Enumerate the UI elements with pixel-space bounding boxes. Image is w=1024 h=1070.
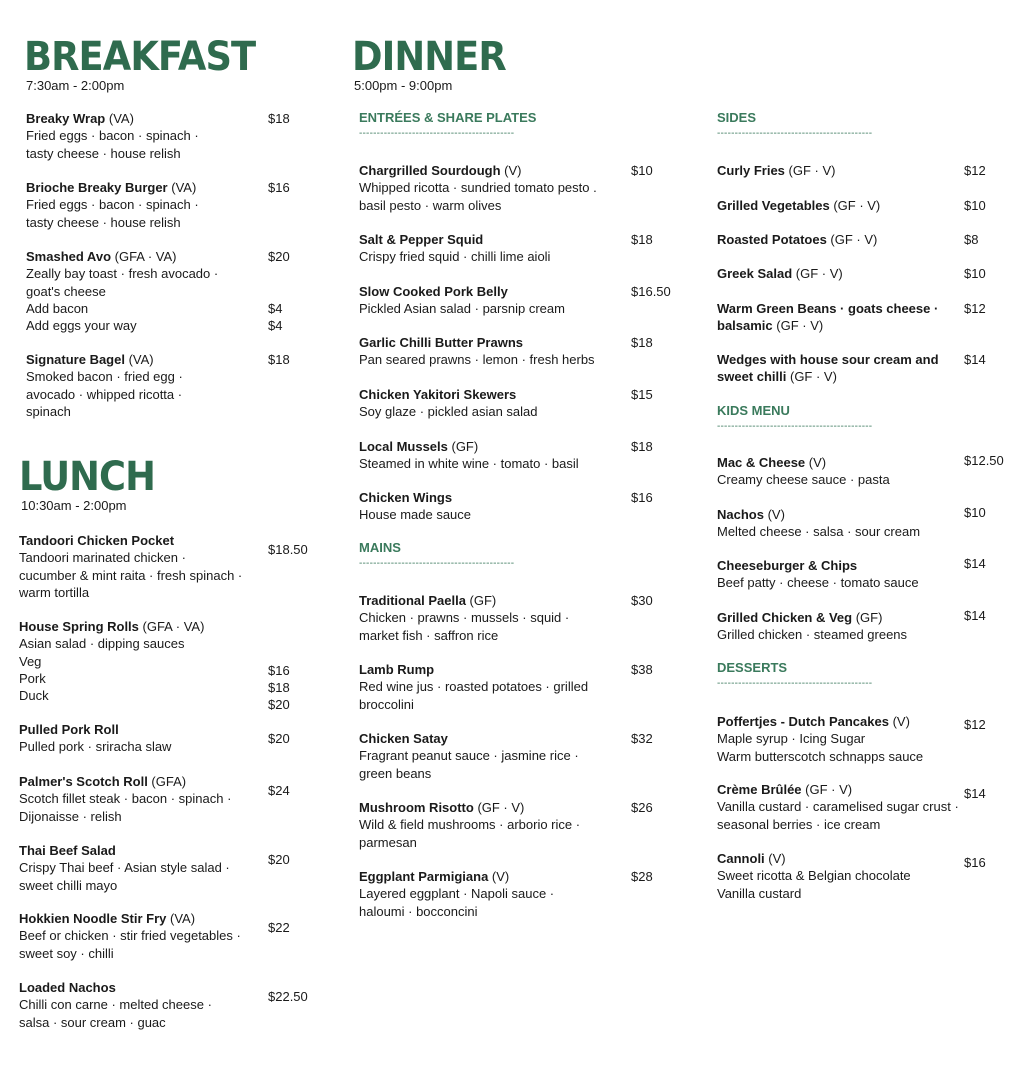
item-name: Smashed Avo	[26, 249, 112, 264]
item-dietary-tag: (GF · V)	[786, 369, 837, 385]
item-name: Tandoori Chicken Pocket	[19, 533, 175, 548]
category-heading: ENTRÉES & SHARE PLATES	[359, 110, 537, 125]
item-name: Warm Green Beans · goats cheese ·	[717, 301, 939, 316]
menu-item	[717, 781, 1024, 833]
item-description: avocado · whipped ricotta ·	[26, 386, 183, 402]
item-dietary-tag: (GF · V)	[473, 800, 525, 815]
category-heading: KIDS MENU	[717, 403, 790, 418]
category-divider: --------------------------------------------	[717, 422, 873, 432]
item-dietary-tag: (GF)	[852, 610, 883, 625]
item-name: Traditional Paella	[359, 593, 466, 608]
item-description: Soy glaze · pickled asian salad	[359, 404, 538, 420]
item-name: Chicken Yakitori Skewers	[359, 387, 517, 402]
item-description: market fish · saffron rice	[359, 627, 499, 643]
item-price: $38	[631, 662, 653, 677]
menu-item	[359, 386, 691, 421]
item-description: Asian salad · dipping sauces	[19, 636, 185, 652]
section-title: BREAKFAST	[24, 34, 256, 80]
item-description: sweet chilli mayo	[19, 877, 118, 893]
item-description: tasty cheese · house relish	[26, 145, 181, 161]
item-price: $14	[964, 352, 986, 367]
menu-item	[19, 910, 328, 962]
item-price: $16.50	[631, 284, 671, 299]
item-dietary-tag: (V)	[888, 714, 910, 729]
item-price: $18	[631, 232, 653, 247]
item-name: Crème Brûlée	[717, 782, 802, 797]
item-price: $14	[964, 786, 986, 801]
item-price: $20	[268, 731, 290, 746]
item-name: Eggplant Parmigiana	[359, 869, 489, 884]
menu-item	[359, 730, 691, 782]
item-price: $32	[631, 731, 653, 746]
section-hours: 10:30am - 2:00pm	[21, 498, 127, 513]
item-description: parmesan	[359, 834, 417, 850]
item-price: $12	[964, 163, 986, 178]
item-price: $10	[964, 198, 986, 213]
item-description: Zeally bay toast · fresh avocado ·	[26, 266, 219, 282]
item-description: salsa · sour cream · guac	[19, 1014, 166, 1030]
item-dietary-tag: (GF · V)	[784, 163, 836, 178]
item-price: $16	[631, 490, 653, 505]
menu-item	[359, 661, 691, 713]
menu-item	[359, 592, 691, 644]
item-description: Melted cheese · salsa · sour cream	[717, 524, 921, 540]
item-name: Greek Salad	[717, 266, 793, 281]
item-name: Brioche Breaky Burger	[26, 180, 168, 195]
item-description: cucumber & mint raita · fresh spinach ·	[19, 567, 243, 583]
item-name: Nachos	[717, 507, 764, 522]
item-name: Curly Fries	[717, 163, 785, 178]
item-price: $14	[964, 608, 986, 623]
item-price: $28	[631, 869, 653, 884]
item-description: spinach	[26, 403, 71, 419]
item-description: sweet soy · chilli	[19, 945, 114, 961]
item-name: Cannoli	[717, 851, 765, 866]
item-description: seasonal berries · ice cream	[717, 816, 881, 832]
item-price: $22.50	[268, 989, 308, 1004]
item-title-line	[717, 317, 1024, 334]
item-description: Fried eggs · bacon · spinach ·	[26, 128, 199, 144]
item-price: $15	[631, 387, 653, 402]
menu-item	[359, 438, 691, 473]
item-description: Chilli con carne · melted cheese ·	[19, 997, 212, 1013]
item-dietary-tag: (GF · V)	[829, 198, 881, 213]
menu-item	[717, 351, 1024, 386]
item-name: Poffertjes - Dutch Pancakes	[717, 714, 889, 729]
menu-item	[19, 721, 328, 756]
item-dietary-tag: (VA)	[167, 180, 197, 195]
menu-item	[717, 713, 1024, 765]
menu-item	[359, 283, 691, 318]
item-price: $20	[268, 249, 290, 264]
item-price: $16	[268, 180, 290, 195]
item-price: $10	[631, 163, 653, 178]
item-description: Pulled pork · sriracha slaw	[19, 739, 172, 755]
item-description: goat's cheese	[26, 283, 106, 299]
item-description: Red wine jus · roasted potatoes · grilled	[359, 679, 589, 695]
item-dietary-tag: (V)	[764, 851, 786, 866]
item-description: Fried eggs · bacon · spinach ·	[26, 197, 199, 213]
item-description: Tandoori marinated chicken ·	[19, 550, 186, 566]
item-name: Cheeseburger & Chips	[717, 558, 858, 573]
category-divider: --------------------------------------------	[359, 129, 515, 139]
item-name: Chargrilled Sourdough	[359, 163, 501, 178]
category-heading: SIDES	[717, 110, 757, 125]
category-divider: --------------------------------------------	[717, 129, 873, 139]
item-description: Whipped ricotta · sundried tomato pesto .	[359, 180, 597, 196]
item-name: Mushroom Risotto	[359, 800, 474, 815]
menu-item	[717, 162, 1024, 179]
item-description: Steamed in white wine · tomato · basil	[359, 456, 579, 472]
item-name: Pulled Pork Roll	[19, 722, 119, 737]
item-addon-price: $20	[268, 697, 290, 713]
item-price: $10	[964, 505, 986, 520]
item-description: Beef patty · cheese · tomato sauce	[717, 575, 919, 591]
item-description: tasty cheese · house relish	[26, 214, 181, 230]
item-description: Creamy cheese sauce · pasta	[717, 472, 890, 488]
item-name: Salt & Pepper Squid	[359, 232, 484, 247]
menu-item	[717, 557, 1024, 592]
category-divider: --------------------------------------------	[359, 559, 515, 569]
section-title: LUNCH	[19, 454, 156, 500]
item-description: Sweet ricotta & Belgian chocolate	[717, 868, 911, 884]
item-description: Layered eggplant · Napoli sauce ·	[359, 886, 555, 902]
menu-item	[359, 489, 691, 524]
menu-item	[359, 799, 691, 851]
item-price: $22	[268, 920, 290, 935]
item-description: broccolini	[359, 696, 414, 712]
item-description: Vanilla custard · caramelised sugar crust ·	[717, 799, 959, 815]
item-price: $14	[964, 556, 986, 571]
menu-item	[717, 850, 1024, 902]
item-name: Lamb Rump	[359, 662, 435, 677]
item-description: Pickled Asian salad · parsnip cream	[359, 301, 565, 317]
category-heading: DESSERTS	[717, 660, 788, 675]
item-name: balsamic	[717, 318, 773, 334]
item-description: Pan seared prawns · lemon · fresh herbs	[359, 352, 595, 368]
item-title-line	[717, 368, 1024, 385]
item-name: Local Mussels	[359, 439, 448, 454]
menu-item	[717, 609, 1024, 644]
item-dietary-tag: (V)	[763, 507, 785, 522]
item-dietary-tag: (VA)	[105, 111, 134, 126]
item-dietary-tag: (V)	[805, 455, 827, 470]
menu-item	[717, 454, 1024, 489]
menu-item	[359, 162, 691, 214]
menu-item	[19, 842, 328, 894]
item-description: warm tortilla	[19, 584, 90, 600]
item-dietary-tag: (V)	[500, 163, 522, 178]
item-name: Thai Beef Salad	[19, 843, 116, 858]
item-dietary-tag: (GFA · VA)	[111, 249, 177, 264]
menu-item	[717, 231, 1024, 248]
item-description: Dijonaisse · relish	[19, 808, 122, 824]
item-description: basil pesto · warm olives	[359, 197, 502, 213]
item-description: House made sauce	[359, 507, 472, 523]
item-dietary-tag: (GFA · VA)	[138, 619, 205, 634]
item-name: Wedges with house sour cream and	[717, 352, 939, 367]
item-price: $18	[268, 352, 290, 367]
item-price: $18	[631, 335, 653, 350]
menu-item	[26, 351, 328, 420]
item-description: Crispy fried squid · chilli lime aioli	[359, 249, 551, 265]
menu-item	[359, 868, 691, 920]
item-dietary-tag: (GF · V)	[772, 318, 824, 334]
item-name: Palmer's Scotch Roll	[19, 774, 148, 789]
item-dietary-tag: (GF)	[465, 593, 497, 608]
item-description: Beef or chicken · stir fried vegetables ·	[19, 928, 241, 944]
item-name: Breaky Wrap	[26, 111, 106, 126]
item-name: Roasted Potatoes	[717, 232, 827, 247]
section-hours: 5:00pm - 9:00pm	[354, 78, 453, 93]
menu-item	[19, 979, 328, 1031]
item-price: $12.50	[964, 453, 1004, 468]
item-name: Hokkien Noodle Stir Fry	[19, 911, 167, 926]
item-description: Veg	[19, 653, 42, 669]
item-name: Chicken Wings	[359, 490, 453, 505]
menu-item	[717, 265, 1024, 282]
item-dietary-tag: (GF · V)	[792, 266, 843, 281]
item-description: Add eggs your way	[26, 318, 137, 334]
item-description: haloumi · bocconcini	[359, 903, 478, 919]
item-description: Crispy Thai beef · Asian style salad ·	[19, 860, 230, 876]
item-addon-price: $16	[268, 662, 290, 678]
item-price: $30	[631, 593, 653, 608]
item-addon-price: $4	[268, 318, 283, 334]
menu-item	[717, 506, 1024, 541]
item-dietary-tag: (VA)	[166, 911, 196, 926]
item-dietary-tag: (VA)	[124, 352, 154, 367]
menu-item	[19, 618, 328, 713]
item-description: Pork	[19, 670, 46, 686]
menu-item	[26, 110, 328, 162]
menu-item	[26, 248, 328, 334]
item-price: $8	[964, 232, 979, 247]
menu-item	[19, 773, 328, 825]
section-hours: 7:30am - 2:00pm	[26, 78, 125, 93]
item-price: $24	[268, 783, 290, 798]
item-description: Smoked bacon · fried egg ·	[26, 369, 183, 385]
menu-item	[19, 532, 328, 601]
item-name: Loaded Nachos	[19, 980, 116, 995]
item-price: $18.50	[268, 542, 308, 557]
item-name: Garlic Chilli Butter Prawns	[359, 335, 523, 350]
item-description: Grilled chicken · steamed greens	[717, 627, 908, 643]
item-name: Grilled Vegetables	[717, 198, 830, 213]
item-description: Vanilla custard	[717, 885, 802, 901]
item-description: green beans	[359, 765, 432, 781]
item-description: Scotch fillet steak · bacon · spinach ·	[19, 791, 232, 807]
item-name: sweet chilli	[717, 369, 787, 385]
item-price: $16	[964, 855, 986, 870]
item-description: Fragrant peanut sauce · jasmine rice ·	[359, 748, 579, 764]
item-price: $26	[631, 800, 653, 815]
item-name: Slow Cooked Pork Belly	[359, 284, 508, 299]
item-description: Wild & field mushrooms · arborio rice ·	[359, 817, 581, 833]
item-name: Grilled Chicken & Veg	[717, 610, 853, 625]
menu-item	[359, 334, 691, 369]
item-addon-price: $4	[268, 300, 283, 316]
category-heading: MAINS	[359, 540, 401, 555]
item-title-line	[19, 618, 328, 635]
item-addon-price: $18	[268, 679, 290, 695]
item-price: $20	[268, 852, 290, 867]
menu-item	[717, 300, 1024, 335]
item-dietary-tag: (GFA)	[147, 774, 187, 789]
item-dietary-tag: (GF)	[447, 439, 479, 454]
item-description: Warm butterscotch schnapps sauce	[717, 748, 924, 764]
item-name: House Spring Rolls	[19, 619, 139, 634]
item-price: $12	[964, 301, 986, 316]
item-name: Chicken Satay	[359, 731, 448, 746]
item-name: Mac & Cheese	[717, 455, 806, 470]
menu-item	[359, 231, 691, 266]
item-dietary-tag: (V)	[488, 869, 510, 884]
menu-item	[717, 197, 1024, 214]
item-price: $18	[631, 439, 653, 454]
item-description: Add bacon	[26, 300, 89, 316]
item-description: Maple syrup · Icing Sugar	[717, 731, 866, 747]
item-price: $18	[268, 111, 290, 126]
item-description: Chicken · prawns · mussels · squid ·	[359, 610, 570, 626]
item-dietary-tag: (GF · V)	[801, 782, 853, 797]
item-name: Signature Bagel	[26, 352, 125, 367]
item-price: $12	[964, 717, 986, 732]
category-divider: --------------------------------------------	[717, 679, 873, 689]
menu-item	[26, 179, 328, 231]
item-dietary-tag: (GF · V)	[826, 232, 878, 247]
section-title: DINNER	[352, 34, 506, 80]
item-price: $10	[964, 266, 986, 281]
item-description: Duck	[19, 688, 49, 704]
